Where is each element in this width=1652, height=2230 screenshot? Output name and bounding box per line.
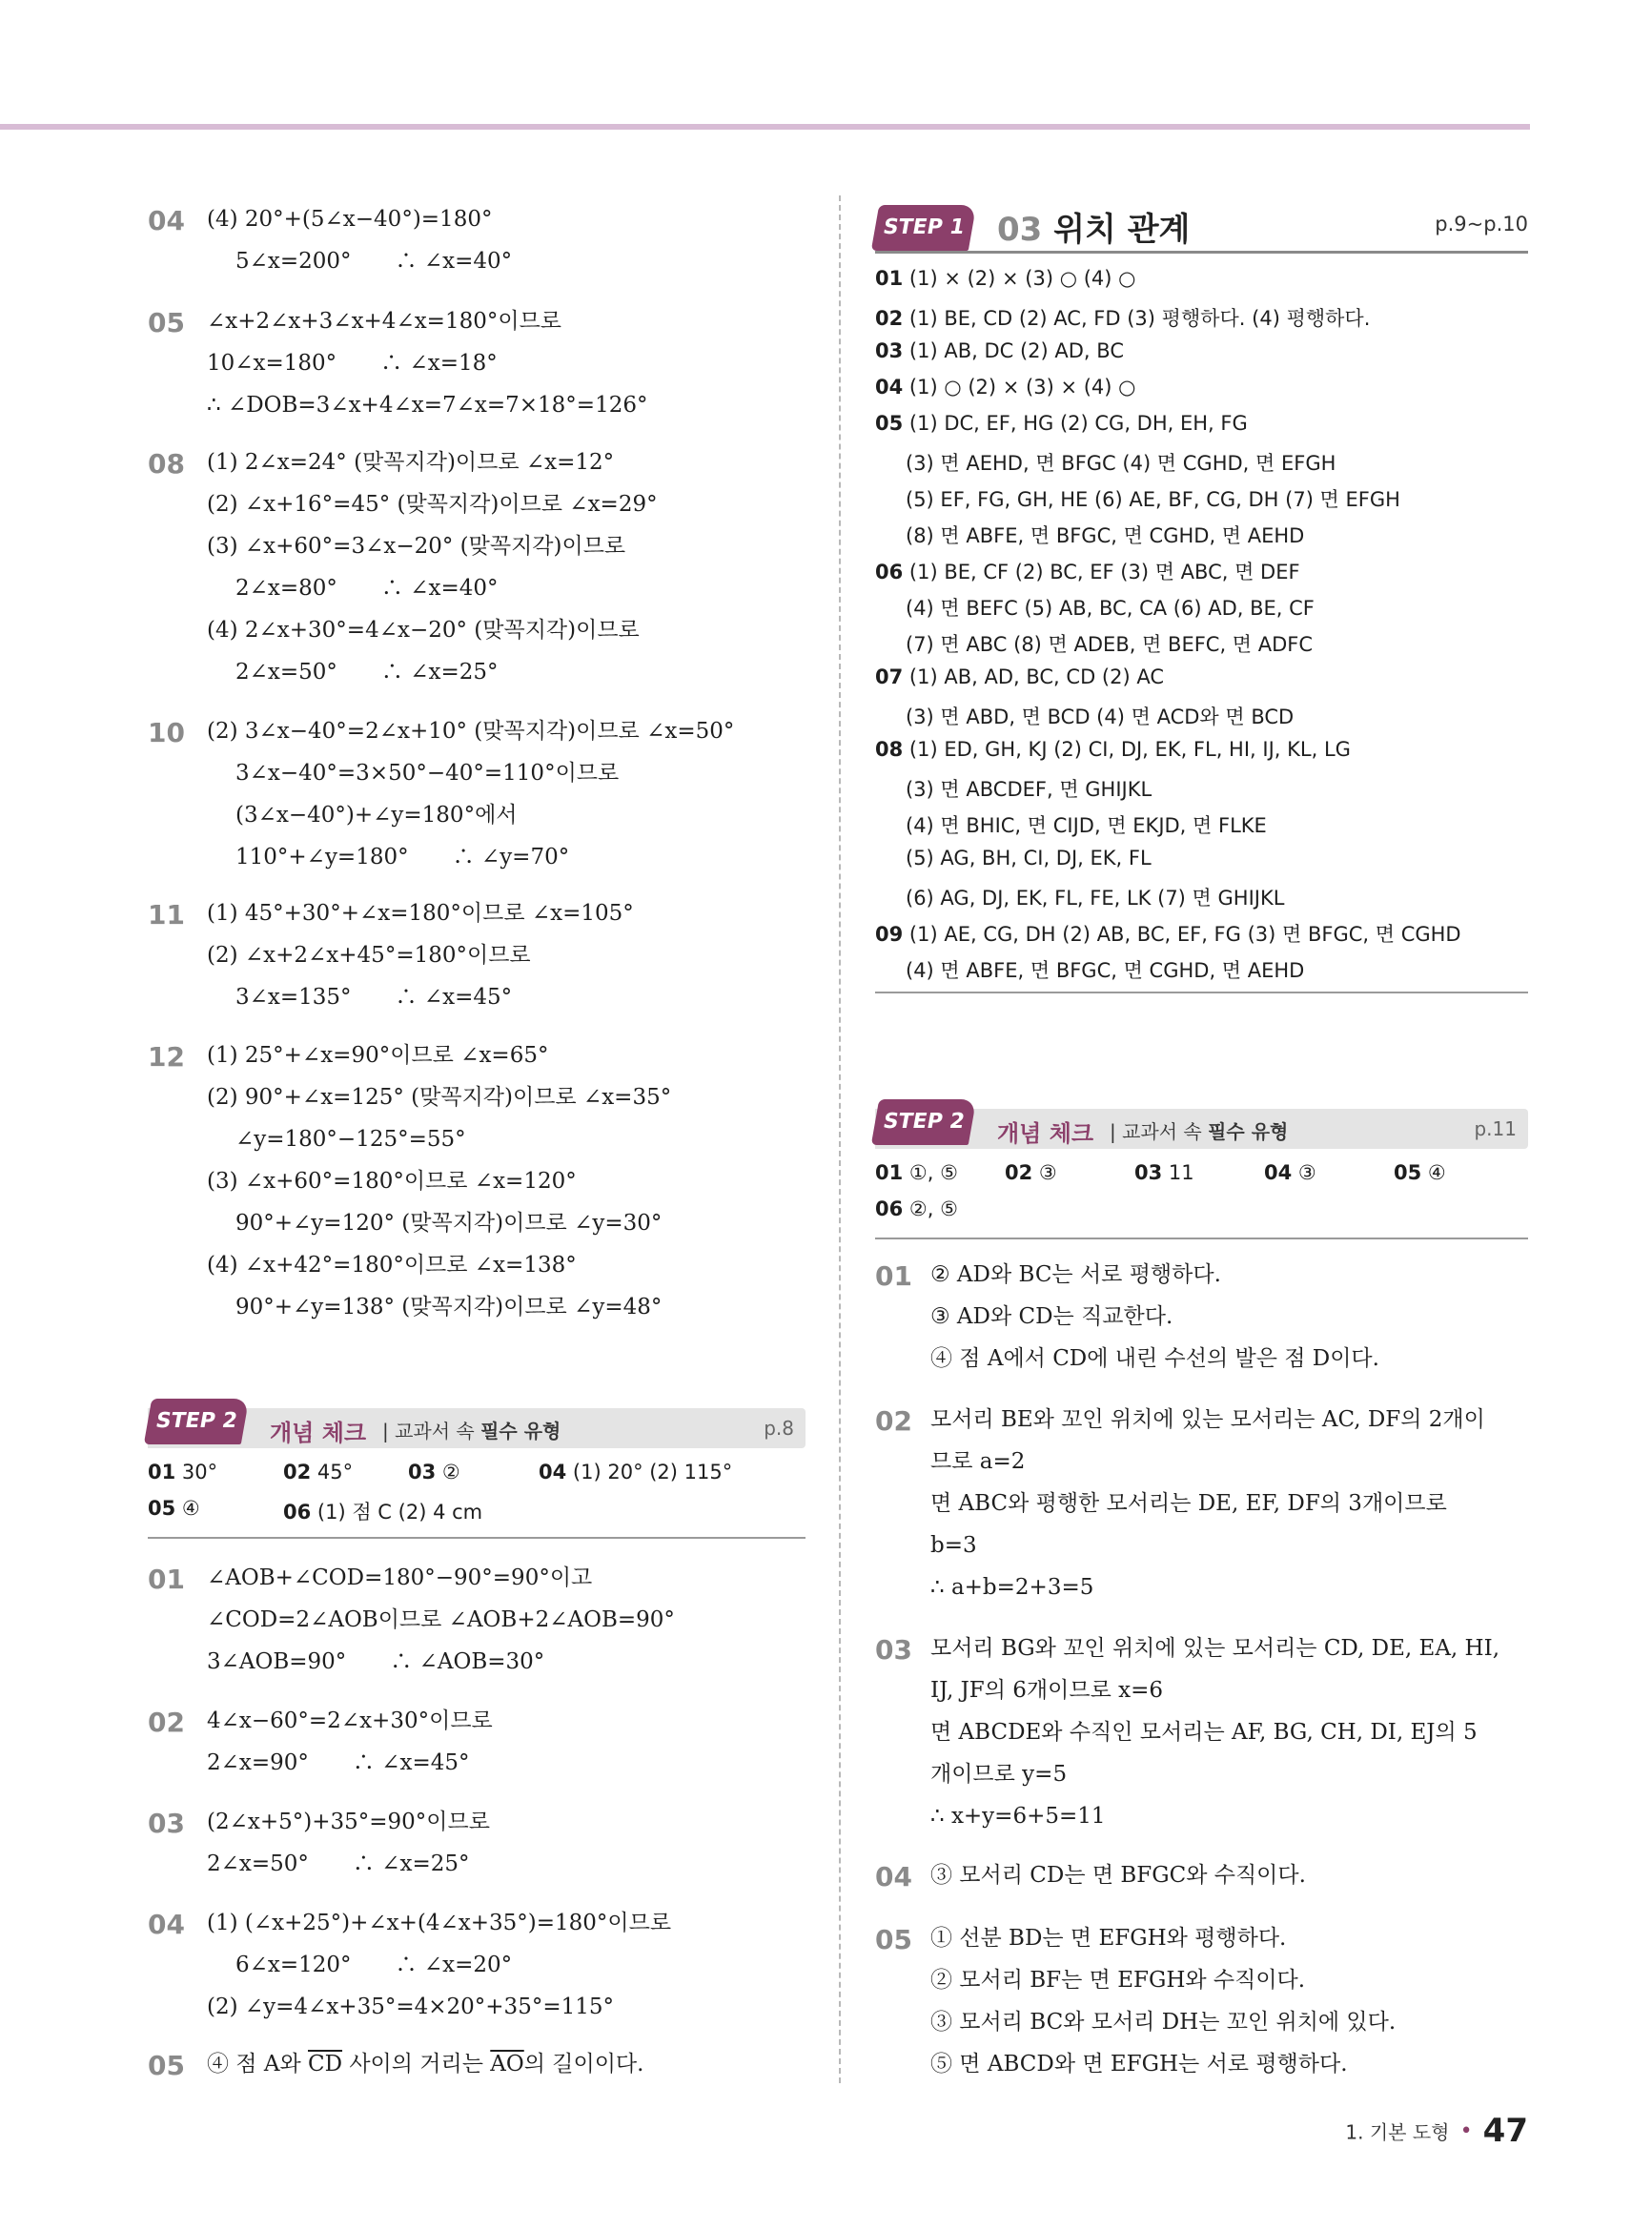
solution-line: 90°+∠y=138° (맞꼭지각)이므로 ∠y=48° (235, 1295, 663, 1320)
solution-line: 므로 a=2 (930, 1449, 1026, 1474)
answer-item: 01 ①, ⑤ (875, 1161, 958, 1184)
solution-line: IJ, JF의 6개이므로 x=6 (930, 1678, 1163, 1703)
solution-line: 4∠x−60°=2∠x+30°이므로 (207, 1708, 493, 1733)
solution-line: 면 ABC와 평행한 모서리는 DE, EF, DF의 3개이므로 (930, 1491, 1447, 1516)
answer-item: 06 (1) 점 C (2) 4 cm (283, 1501, 483, 1524)
solution-line: 90°+∠y=120° (맞꼭지각)이므로 ∠y=30° (235, 1211, 663, 1236)
answer-line: (4) 면 BHIC, 면 CIJD, 면 EKJD, 면 FLKE (906, 814, 1267, 837)
answer-item: 05 ④ (1394, 1161, 1446, 1184)
answer-item: 02 45° (283, 1461, 354, 1483)
solution-line: (2) ∠x+2∠x+45°=180°이므로 (207, 943, 531, 968)
answer-line: 09 (1) AE, CG, DH (2) AB, BC, EF, FG (3) 면 BFGC, 면 CGHD (875, 923, 1461, 946)
answer-line: 05 (1) DC, EF, HG (2) CG, DH, EH, FG (875, 412, 1248, 435)
problem-number: 04 (875, 1861, 912, 1892)
solution-line: 5∠x=200° ∴ ∠x=40° (235, 249, 513, 274)
answer-line: (3) 면 ABCDEF, 면 GHIJKL (906, 778, 1152, 801)
answer-line: (6) AG, DJ, EK, FL, FE, LK (7) 면 GHIJKL (906, 887, 1285, 910)
problem-number: 03 (875, 1634, 912, 1666)
answer-line: 07 (1) AB, AD, BC, CD (2) AC (875, 665, 1164, 688)
solution-line: (2) ∠y=4∠x+35°=4×20°+35°=115° (207, 1995, 614, 2019)
answer-line: 02 (1) BE, CD (2) AC, FD (3) 평행하다. (4) 평행하다. (875, 307, 1371, 330)
answer-item: 03 11 (1134, 1161, 1194, 1184)
answer-item: 05 ④ (148, 1497, 200, 1520)
solution-line: (4) ∠x+42°=180°이므로 ∠x=138° (207, 1253, 577, 1278)
solution-line: 모서리 BG와 꼬인 위치에 있는 모서리는 CD, DE, EA, HI, (930, 1636, 1500, 1661)
answer-line: (3) 면 ABD, 면 BCD (4) 면 ACD와 면 BCD (906, 706, 1295, 728)
solution-line: (3) ∠x+60°=3∠x−20° (맞꼭지각)이므로 (207, 534, 626, 559)
answer-item: 04 (1) 20° (2) 115° (539, 1461, 733, 1483)
solution-line: ③ 모서리 CD는 면 BFGC와 수직이다. (930, 1863, 1306, 1888)
solution-line: 3∠x−40°=3×50°−40°=110°이므로 (235, 761, 620, 786)
answer-line: 03 (1) AB, DC (2) AD, BC (875, 339, 1124, 362)
step-badge: STEP 2 (144, 1399, 249, 1444)
answer-line: (8) 면 ABFE, 면 BFGC, 면 CGHD, 면 AEHD (906, 524, 1305, 547)
answer-item: 06 ②, ⑤ (875, 1197, 958, 1220)
solution-line: 3∠x=135° ∴ ∠x=45° (235, 985, 513, 1010)
problem-number: 10 (148, 717, 185, 748)
step2-header (148, 1408, 806, 1448)
solution-line: (2) ∠x+16°=45° (맞꼭지각)이므로 ∠x=29° (207, 492, 658, 517)
solution-line: ① 선분 BD는 면 EFGH와 평행하다. (930, 1926, 1287, 1951)
answer-item: 03 ② (408, 1461, 460, 1483)
solution-line: ∠AOB+∠COD=180°−90°=90°이고 (207, 1565, 593, 1590)
answer-line: 04 (1) ○ (2) × (3) × (4) ○ (875, 376, 1136, 399)
solution-line: ② AD와 BC는 서로 평행하다. (930, 1262, 1221, 1287)
problem-number: 11 (148, 899, 185, 931)
bullet-icon: • (1459, 2118, 1473, 2143)
problem-number: 05 (148, 307, 185, 338)
solution-line: 모서리 BE와 꼬인 위치에 있는 모서리는 AC, DF의 2개이 (930, 1407, 1485, 1432)
problem-number: 08 (148, 448, 185, 480)
solution-line: (3) ∠x+60°=180°이므로 ∠x=120° (207, 1169, 577, 1194)
problem-number: 04 (148, 1909, 185, 1940)
solution-line: 2∠x=50° ∴ ∠x=25° (235, 660, 499, 685)
problem-number: 04 (148, 205, 185, 236)
solution-line: ④ 점 A에서 CD에 내린 수선의 발은 점 D이다. (930, 1346, 1379, 1371)
solution-line: ∴ ∠DOB=3∠x+4∠x=7∠x=7×18°=126° (207, 393, 648, 418)
section-rule (875, 1238, 1528, 1239)
solution-line: 6∠x=120° ∴ ∠x=20° (235, 1953, 513, 1977)
answer-line: 08 (1) ED, GH, KJ (2) CI, DJ, EK, FL, HI, IJ, KL, LG (875, 738, 1351, 761)
answer-line: 06 (1) BE, CF (2) BC, EF (3) 면 ABC, 면 DEF (875, 561, 1300, 583)
solution-line: (2∠x+5°)+35°=90°이므로 (207, 1810, 490, 1834)
solution-line: 110°+∠y=180° ∴ ∠y=70° (235, 845, 570, 869)
section-title: 03 위치 관계 (997, 211, 1191, 249)
answer-line: (4) 면 ABFE, 면 BFGC, 면 CGHD, 면 AEHD (906, 959, 1305, 982)
solution-line: (1) 25°+∠x=90°이므로 ∠x=65° (207, 1043, 549, 1068)
answer-line: (3) 면 AEHD, 면 BFGC (4) 면 CGHD, 면 EFGH (906, 452, 1336, 475)
column-divider (839, 195, 841, 2083)
solution-line: ④ 점 A와 $\overline{CD}$ 사이의 거리는 $\overline{AO}$의 길이이다. (207, 2052, 644, 2077)
step-badge: STEP 2 (871, 1099, 976, 1145)
answer-line: (4) 면 BEFC (5) AB, BC, CA (6) AD, BE, CF (906, 597, 1315, 620)
solution-line: (1) 2∠x=24° (맞꼭지각)이므로 ∠x=12° (207, 450, 615, 475)
problem-number: 05 (148, 2050, 185, 2081)
answer-line: 01 (1) × (2) × (3) ○ (4) ○ (875, 267, 1136, 290)
problem-number: 05 (875, 1924, 912, 1955)
solution-line: ⑤ 면 ABCD와 면 EFGH는 서로 평행하다. (930, 2052, 1348, 2077)
step1-header (875, 195, 1528, 255)
answer-line: (5) EF, FG, GH, HE (6) AE, BF, CG, DH (7) 면 EFGH (906, 488, 1400, 511)
answer-line: (7) 면 ABC (8) 면 ADEB, 면 BEFC, 면 ADFC (906, 633, 1314, 656)
solution-line: ∴ x+y=6+5=11 (930, 1804, 1106, 1829)
solution-line: (1) 45°+30°+∠x=180°이므로 ∠x=105° (207, 901, 634, 926)
solution-line: ∠y=180°−125°=55° (235, 1127, 466, 1152)
page-reference: p.11 (1474, 1117, 1517, 1140)
solution-line: ③ 모서리 BC와 모서리 DH는 꼬인 위치에 있다. (930, 2010, 1397, 2035)
step-badge: STEP 1 (871, 205, 976, 251)
solution-line: (4) 2∠x+30°=4∠x−20° (맞꼭지각)이므로 (207, 618, 640, 643)
section-rule (875, 992, 1528, 993)
section-rule (148, 1537, 806, 1539)
top-rule (0, 124, 1530, 130)
solution-line: b=3 (930, 1533, 977, 1558)
solution-line: (1) (∠x+25°)+∠x+(4∠x+35°)=180°이므로 (207, 1911, 672, 1935)
section-title: 개념 체크 (270, 1420, 367, 1446)
solution-line: (4) 20°+(5∠x−40°)=180° (207, 207, 493, 232)
section-subtitle: | 교과서 속 필수 유형 (382, 1420, 561, 1442)
solution-line: ∠x+2∠x+3∠x+4∠x=180°이므로 (207, 309, 562, 334)
problem-number: 02 (875, 1405, 912, 1437)
answer-line: (5) AG, BH, CI, DJ, EK, FL (906, 847, 1152, 869)
answer-item: 01 30° (148, 1461, 218, 1483)
solution-line: 2∠x=50° ∴ ∠x=25° (207, 1852, 470, 1876)
solution-line: ③ AD와 CD는 직교한다. (930, 1304, 1173, 1329)
section-subtitle: | 교과서 속 필수 유형 (1110, 1120, 1289, 1143)
problem-number: 02 (148, 1707, 185, 1738)
solution-line: 10∠x=180° ∴ ∠x=18° (207, 351, 498, 376)
problem-number: 01 (875, 1260, 912, 1292)
answer-item: 02 ③ (1005, 1161, 1057, 1184)
solution-line: 2∠x=80° ∴ ∠x=40° (235, 576, 499, 601)
step2-header (875, 1109, 1528, 1149)
problem-number: 12 (148, 1041, 185, 1073)
page-reference: p.9~p.10 (1435, 213, 1528, 235)
answer-item: 04 ③ (1264, 1161, 1316, 1184)
solution-line: (2) 3∠x−40°=2∠x+10° (맞꼭지각)이므로 ∠x=50° (207, 719, 735, 744)
page-reference: p.8 (764, 1417, 794, 1440)
solution-line: (3∠x−40°)+∠y=180°에서 (235, 803, 518, 828)
solution-line: ∠COD=2∠AOB이므로 ∠AOB+2∠AOB=90° (207, 1607, 675, 1632)
section-rule (875, 251, 1528, 254)
solution-line: (2) 90°+∠x=125° (맞꼭지각)이므로 ∠x=35° (207, 1085, 672, 1110)
solution-line: ② 모서리 BF는 면 EFGH와 수직이다. (930, 1968, 1306, 1993)
chapter-label: 1. 기본 도형 (1345, 2120, 1450, 2144)
solution-line: ∴ a+b=2+3=5 (930, 1575, 1094, 1600)
problem-number: 03 (148, 1808, 185, 1839)
solution-line: 면 ABCDE와 수직인 모서리는 AF, BG, CH, DI, EJ의 5 (930, 1720, 1478, 1745)
solution-line: 3∠AOB=90° ∴ ∠AOB=30° (207, 1649, 545, 1674)
solution-line: 2∠x=90° ∴ ∠x=45° (207, 1750, 470, 1775)
section-title: 개념 체크 (997, 1120, 1094, 1147)
solution-line: 개이므로 y=5 (930, 1762, 1068, 1787)
page-footer (1345, 2112, 1528, 2150)
problem-number: 01 (148, 1564, 185, 1595)
page-number: 47 (1482, 2112, 1528, 2150)
